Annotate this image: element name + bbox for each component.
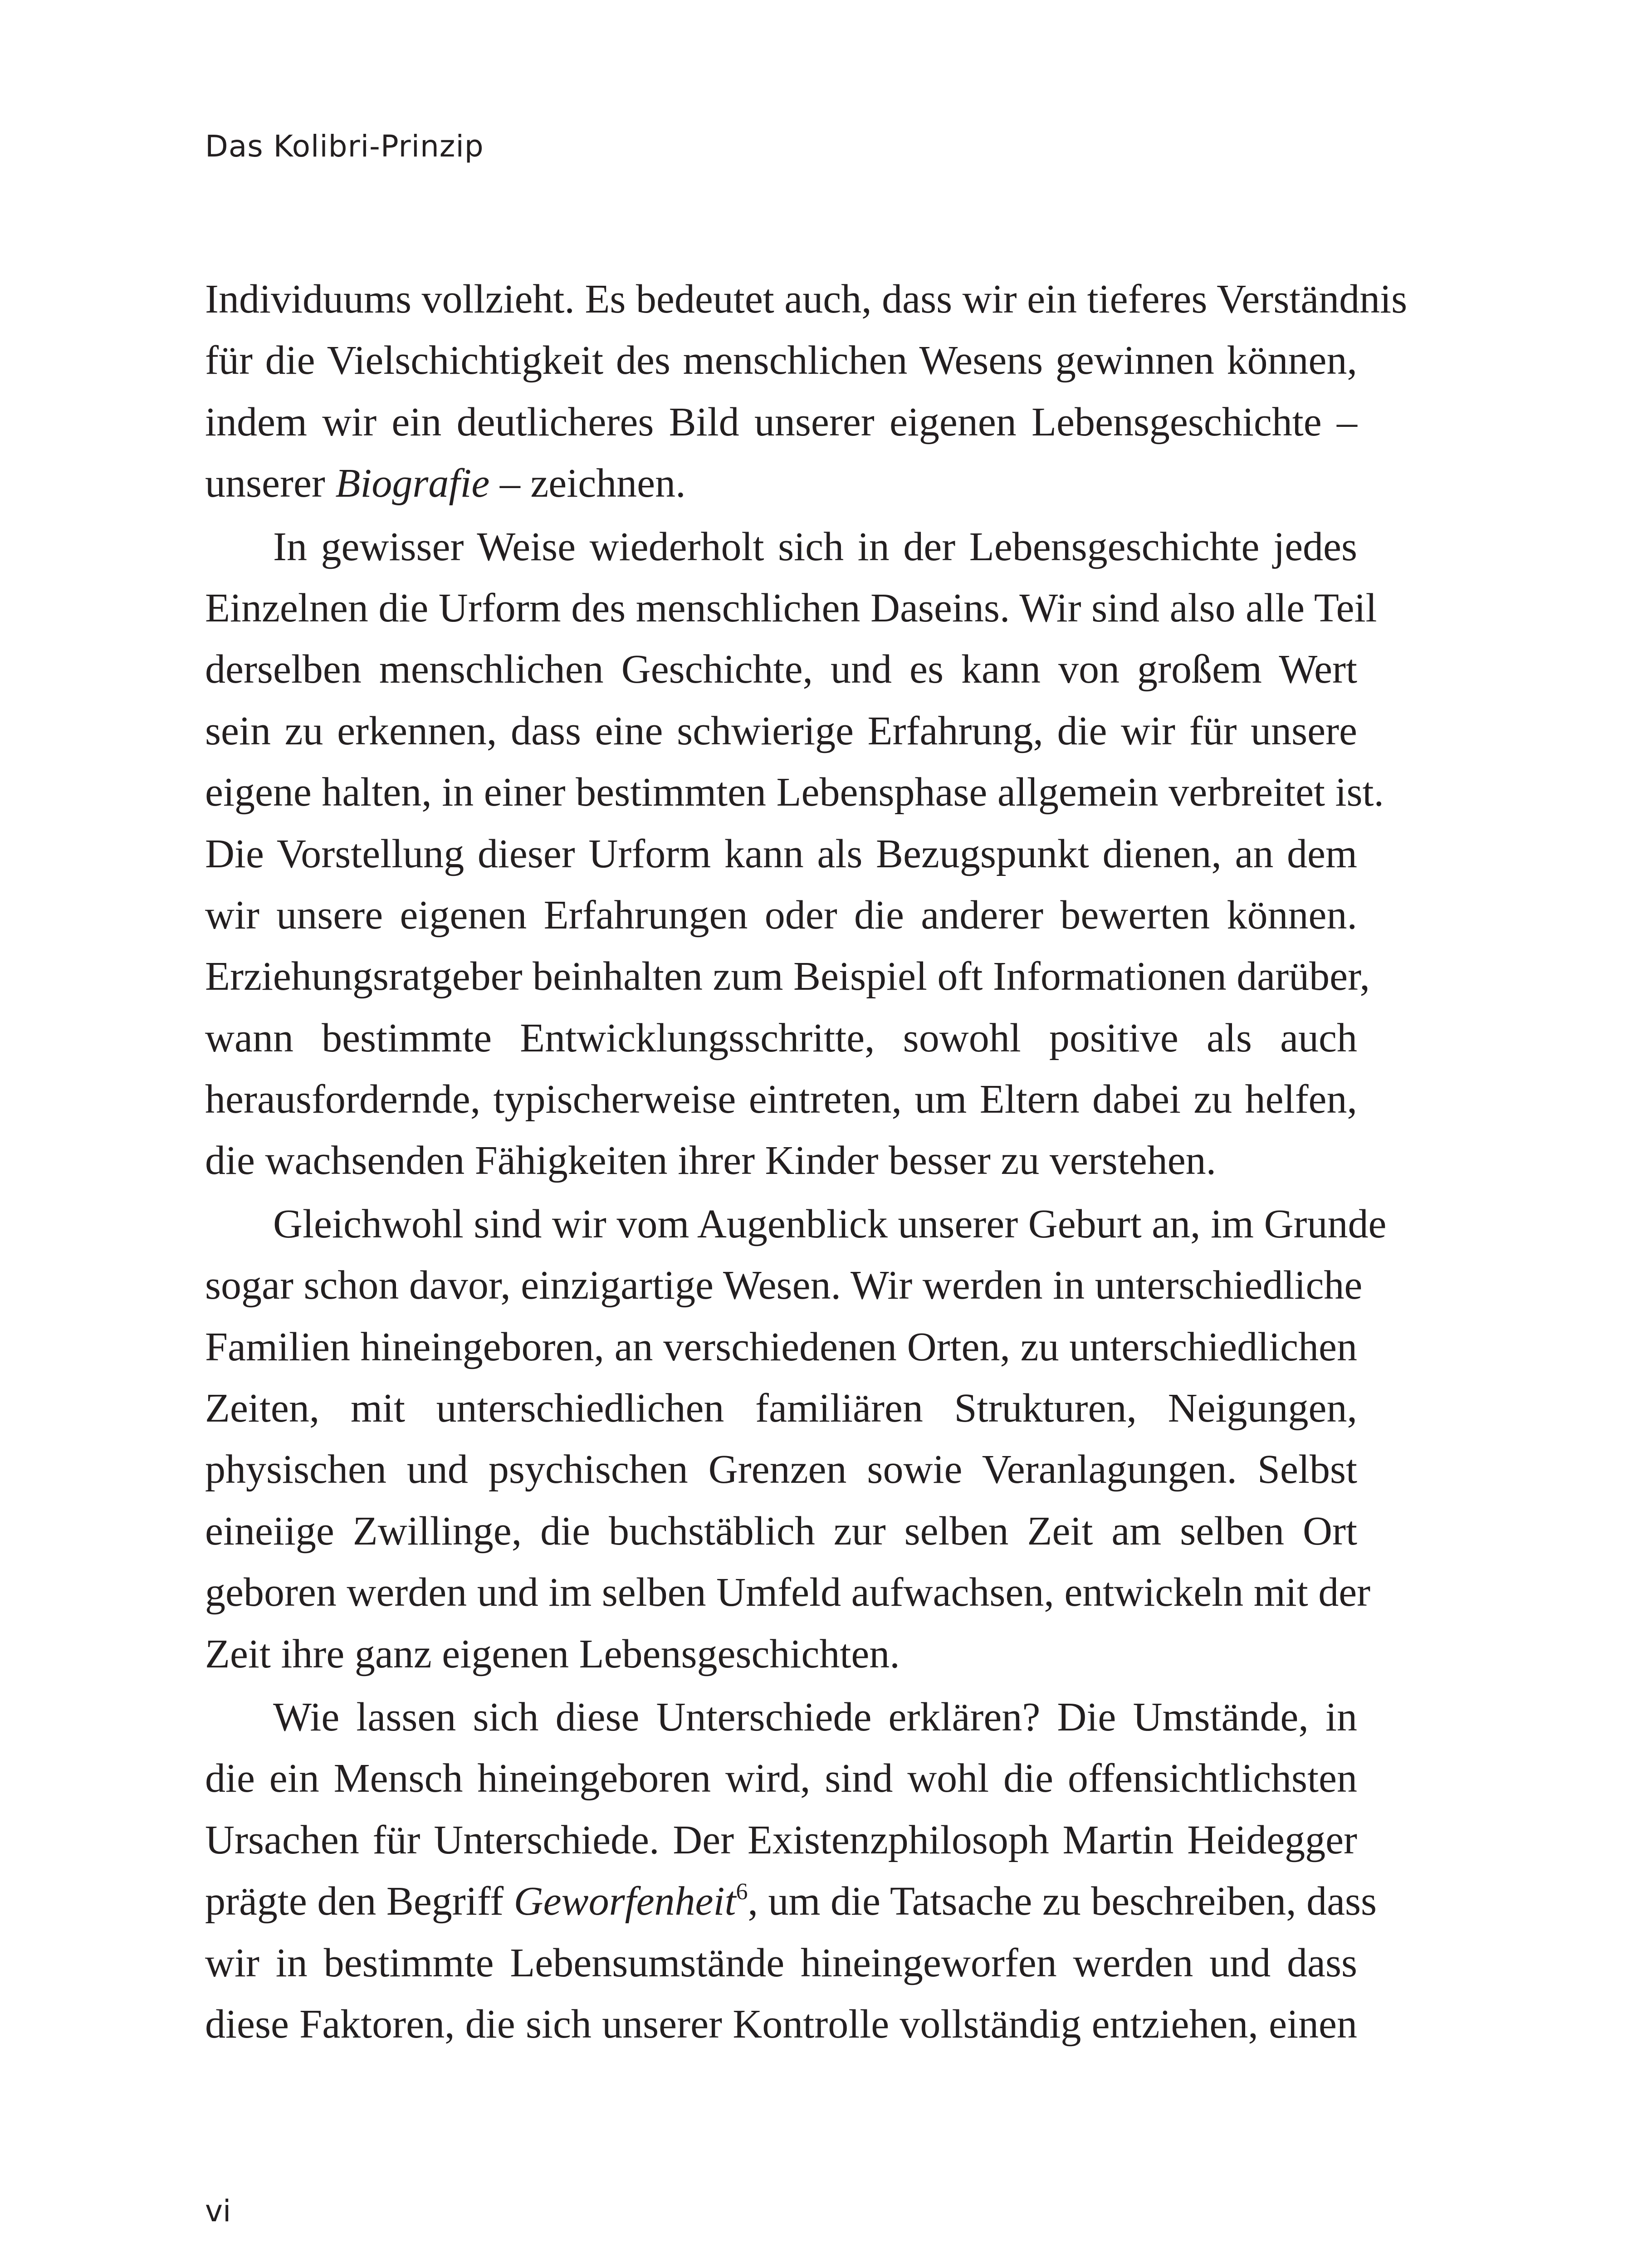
text-line: die ein Mensch hineingeboren wird, sind wohl die offensichtlichsten — [205, 1756, 1357, 1801]
text-line: wir unsere eigenen Erfahrungen oder die anderer bewerten können. — [205, 892, 1357, 938]
text-line: eineiige Zwillinge, die buchstäblich zur selben Zeit am selben Ort — [205, 1508, 1357, 1554]
text-line — [205, 1871, 1377, 1932]
text-line: Ursachen für Unterschiede. Der Existenzphilosoph Martin Heidegger — [205, 1817, 1357, 1862]
text-line: In gewisser Weise wiederholt sich in der Lebensgeschichte jedes — [273, 524, 1357, 569]
text-line: Zeiten, mit unterschiedlichen familiären Strukturen, Neigungen, — [205, 1386, 1357, 1431]
text-line: Familien hineingeboren, an verschiedenen Orten, zu unterschiedlichen — [205, 1324, 1357, 1369]
text-line: diese Faktoren, die sich unserer Kontrolle vollständig entziehen, einen — [205, 2001, 1357, 2047]
running-head: Das Kolibri-Prinzip — [205, 129, 484, 164]
text-line: Gleichwohl sind wir vom Augenblick unserer Geburt an, im Grunde — [273, 1201, 1387, 1246]
text-line: physischen und psychischen Grenzen sowie Veranlagungen. Selbst — [205, 1447, 1357, 1492]
page-number: vi — [205, 2194, 231, 2229]
text-line: Individuums vollzieht. Es bedeutet auch, dass wir ein tieferes Verständnis — [205, 277, 1408, 322]
text-line: sogar schon davor, einzigartige Wesen. Wir werden in unterschiedliche — [205, 1263, 1363, 1308]
text-fragment: prägte den Begriff — [205, 1879, 514, 1924]
text-line: Erziehungsratgeber beinhalten zum Beispiel oft Informationen darüber, — [205, 954, 1370, 999]
text-fragment: , um die Tatsache zu beschreiben, dass — [748, 1879, 1377, 1924]
text-line: für die Vielschichtigkeit des menschlichen Wesens gewinnen können, — [205, 338, 1357, 383]
text-line: Die Vorstellung dieser Urform kann als Bezugspunkt dienen, an dem — [205, 831, 1357, 876]
text-fragment: – zeichnen. — [489, 461, 686, 506]
text-line: indem wir ein deutlicheres Bild unserer eigenen Lebensgeschichte – — [205, 399, 1357, 445]
paragraph-3 — [205, 1193, 1387, 1685]
italic-term: Geworfenheit — [513, 1879, 736, 1924]
text-fragment: unserer — [205, 461, 336, 506]
text-line — [205, 453, 1357, 514]
text-line: sein zu erkennen, dass eine schwierige Erfahrung, die wir für unsere — [205, 708, 1357, 753]
text-line: die wachsenden Fähigkeiten ihrer Kinder besser zu verstehen. — [205, 1138, 1217, 1183]
text-line: herausfordernde, typischerweise eintreten, um Eltern dabei zu helfen, — [205, 1077, 1357, 1122]
text-line: Zeit ihre ganz eigenen Lebensgeschichten. — [205, 1631, 900, 1677]
text-line: derselben menschlichen Geschichte, und es kann von großem Wert — [205, 647, 1357, 692]
body-text — [205, 269, 1408, 2055]
paragraph-1 — [205, 269, 1408, 514]
text-line: Wie lassen sich diese Unterschiede erklären? Die Umstände, in — [273, 1694, 1357, 1740]
paragraph-2 — [205, 516, 1384, 1192]
text-line: Einzelnen die Urform des menschlichen Daseins. Wir sind also alle Teil — [205, 585, 1377, 631]
paragraph-4 — [205, 1686, 1377, 2055]
text-line: eigene halten, in einer bestimmten Lebensphase allgemein verbreitet ist. — [205, 770, 1384, 815]
footnote-reference[interactable]: 6 — [736, 1879, 748, 1905]
italic-term: Biografie — [335, 461, 490, 506]
text-line: geboren werden und im selben Umfeld aufwachsen, entwickeln mit der — [205, 1570, 1371, 1615]
text-line: wann bestimmte Entwicklungsschritte, sowohl positive als auch — [205, 1015, 1357, 1061]
text-line: wir in bestimmte Lebensumstände hineingeworfen werden und dass — [205, 1940, 1357, 1985]
